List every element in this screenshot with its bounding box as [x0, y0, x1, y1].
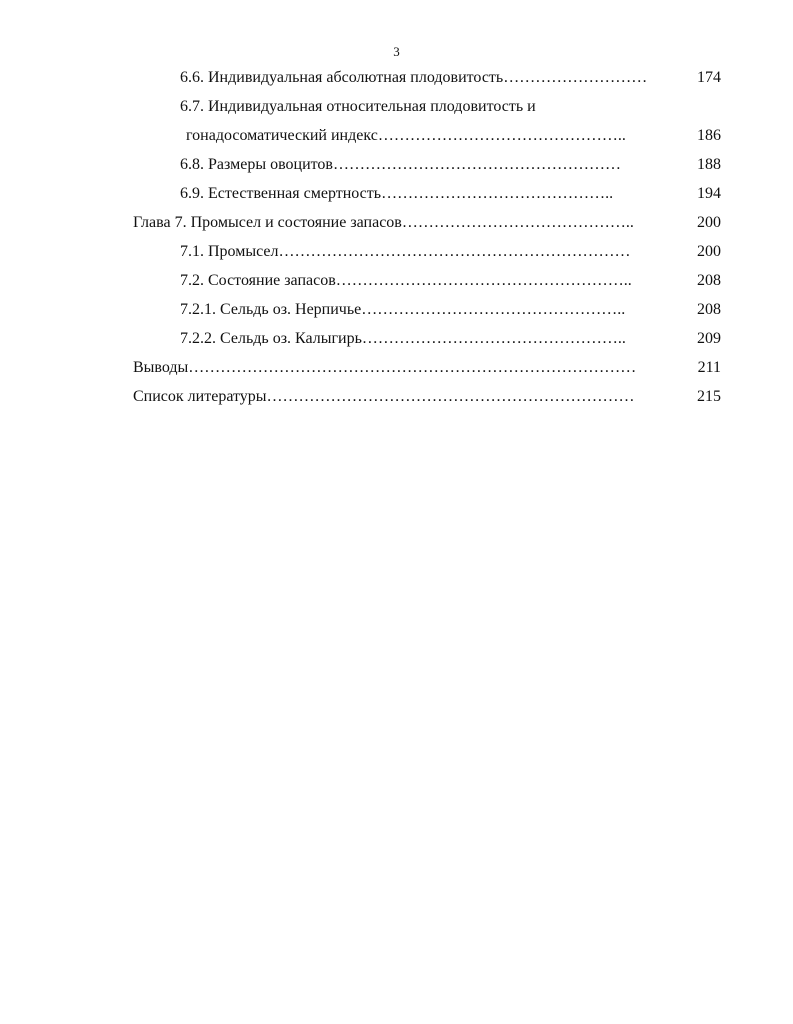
toc-entry-page: 200 [697, 243, 721, 260]
toc-entry-page: 215 [697, 388, 721, 405]
toc-entry [0, 266, 793, 295]
toc-entry-title: 7.2.1. Сельдь оз. Нерпичье………………………………………….. [180, 301, 626, 318]
toc-entry [0, 92, 793, 121]
toc-entry [0, 208, 793, 237]
toc-entry [0, 179, 793, 208]
toc-entry-title: гонадосоматический индекс……………………………………….. [186, 127, 626, 144]
toc-entry [0, 150, 793, 179]
toc-entry-page: 208 [697, 272, 721, 289]
toc-entry-page: 200 [697, 214, 721, 231]
toc-entry-title: 6.9. Естественная смертность…………………………………….. [180, 185, 614, 202]
toc-entry-page: 209 [697, 330, 721, 347]
toc-entry [0, 295, 793, 324]
toc-entry [0, 353, 793, 382]
toc-entry [0, 382, 793, 411]
toc-entry [0, 121, 793, 150]
toc-entry-title: 6.8. Размеры овоцитов……………………………………………… [180, 156, 621, 173]
toc-entry-title: Глава 7. Промысел и состояние запасов…………………………………….. [133, 214, 634, 231]
table-of-contents [0, 63, 793, 411]
toc-entry-title: 6.7. Индивидуальная относительная плодовитость и [180, 98, 536, 115]
toc-entry-page: 186 [697, 127, 721, 144]
toc-entry [0, 237, 793, 266]
toc-entry-page: 188 [697, 156, 721, 173]
toc-entry-title: Выводы………………………………………………………………………… [133, 359, 637, 376]
toc-entry-title: 7.2.2. Сельдь оз. Калыгирь………………………………………….. [180, 330, 626, 347]
toc-entry-page: 211 [697, 359, 721, 376]
toc-entry-title: 7.1. Промысел………………………………………………………… [180, 243, 631, 260]
toc-entry-title: Список литературы…………………………………………………………… [133, 388, 635, 405]
toc-entry-page: 208 [697, 301, 721, 318]
toc-entry-page: 194 [697, 185, 721, 202]
toc-entry-title: 7.2. Состояние запасов……………………………………………….. [180, 272, 632, 289]
toc-entry [0, 324, 793, 353]
toc-entry-title: 6.6. Индивидуальная абсолютная плодовитость……………………… [180, 69, 648, 86]
toc-entry-page: 174 [697, 69, 721, 86]
page-number: 3 [393, 44, 400, 59]
toc-entry [0, 63, 793, 92]
